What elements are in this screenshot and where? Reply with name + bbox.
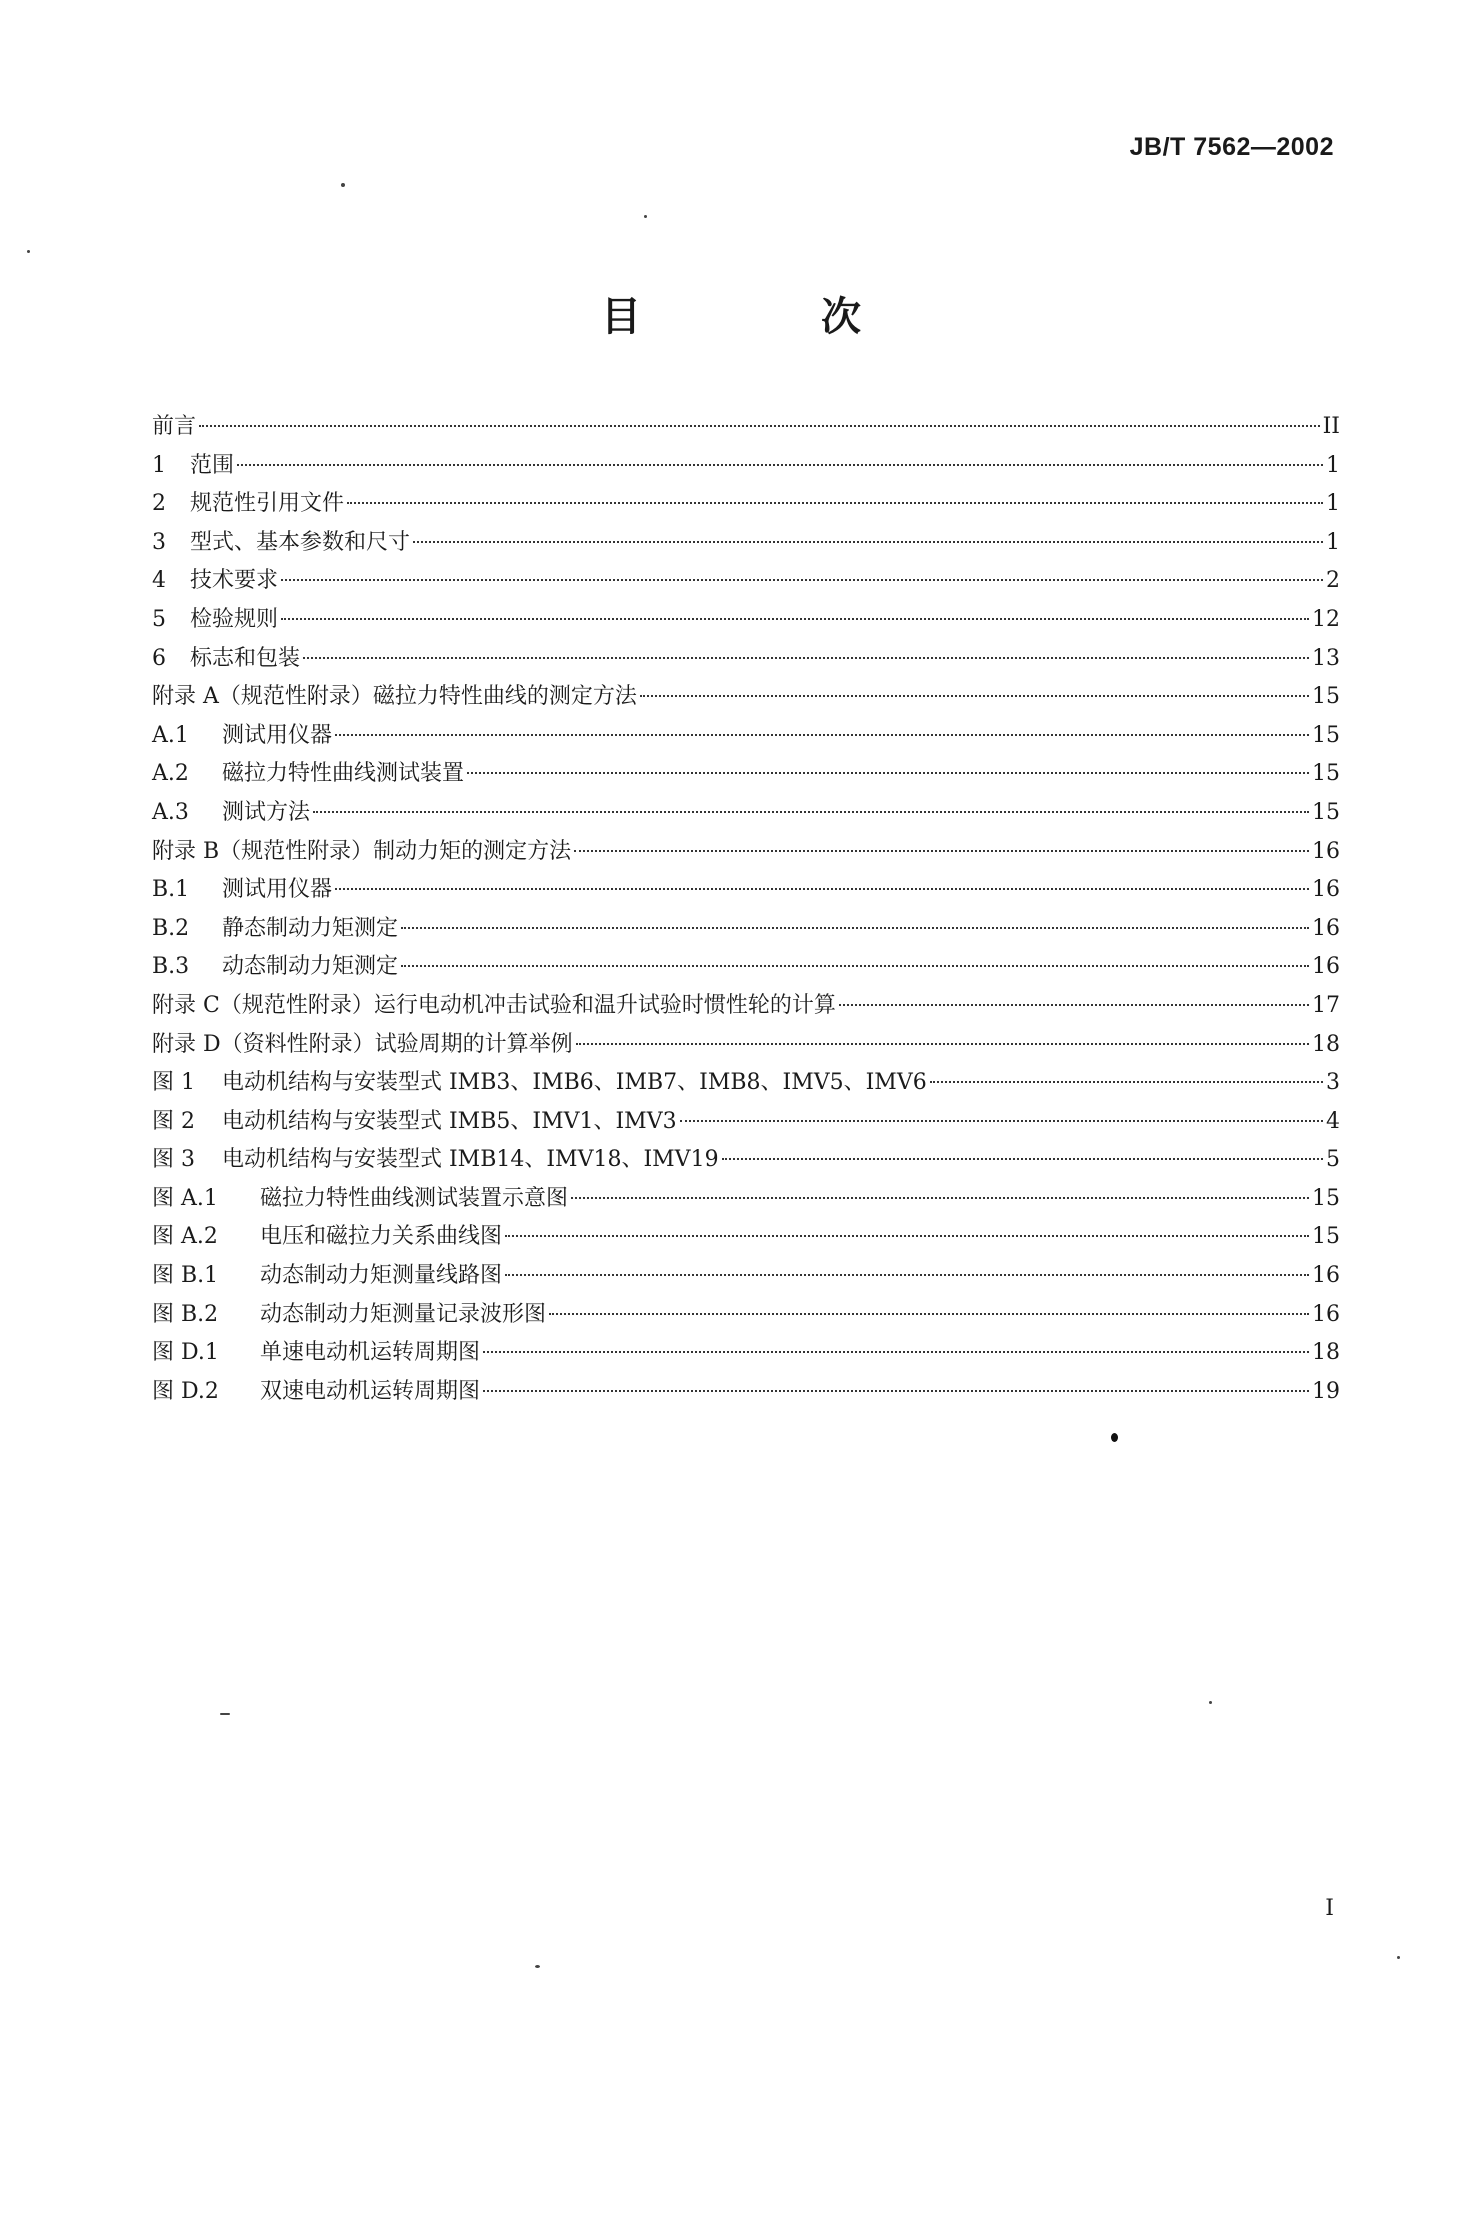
toc-entry-number: 2: [152, 491, 166, 517]
toc-entry[interactable]: [152, 717, 1340, 756]
toc-entry-label: 电压和磁拉力关系曲线图: [260, 1224, 503, 1250]
toc-entry-label: 附录 D（资料性附录）试验周期的计算举例: [152, 1031, 573, 1057]
toc-entry[interactable]: [152, 678, 1340, 717]
dot-leader: [680, 1120, 1323, 1122]
toc-entry-label: 附录 C（规范性附录）运行电动机冲击试验和温升试验时惯性轮的计算: [152, 992, 836, 1018]
toc-entry[interactable]: [152, 1026, 1340, 1065]
scan-speck: [644, 215, 647, 218]
toc-entry-number: 图 D.2: [152, 1378, 219, 1404]
dot-leader: [237, 464, 1323, 466]
toc-entry[interactable]: [152, 408, 1340, 447]
dot-leader: [640, 695, 1309, 697]
dot-leader: [483, 1390, 1309, 1392]
toc-entry[interactable]: [152, 1064, 1340, 1103]
toc-entry-number: 1: [152, 452, 166, 478]
document-code: JB/T 7562—2002: [1129, 133, 1334, 161]
toc-entry[interactable]: [152, 524, 1340, 563]
toc-entry[interactable]: [152, 987, 1340, 1026]
toc-entry-page: 15: [1312, 799, 1340, 825]
page-title: 目 次: [601, 294, 931, 340]
dot-leader: [303, 657, 1309, 659]
toc-entry-label: 动态制动力矩测量记录波形图: [260, 1301, 547, 1327]
dot-leader: [483, 1351, 1309, 1353]
toc-entry-number: A.1: [152, 722, 189, 748]
toc-entry[interactable]: [152, 447, 1340, 486]
toc-entry-number: B.1: [152, 877, 190, 903]
toc-entry-page: 19: [1312, 1378, 1340, 1404]
toc-entry-page: 16: [1312, 838, 1340, 864]
toc-entry-label: 标志和包装: [190, 645, 301, 671]
toc-entry-number: A.2: [152, 761, 189, 787]
toc-entry-number: A.3: [152, 799, 189, 825]
toc-entry-number: 图 A.1: [152, 1185, 218, 1211]
toc-entry-page: 16: [1312, 1301, 1340, 1327]
toc-entry-label: 单速电动机运转周期图: [260, 1340, 481, 1366]
toc-entry-label: 前言: [152, 414, 197, 439]
toc-entry-page: 1: [1326, 491, 1340, 517]
toc-entry[interactable]: [152, 1180, 1340, 1219]
toc-entry-number: 图 D.1: [152, 1340, 219, 1366]
toc-entry-page: 1: [1326, 529, 1340, 555]
toc-entry-page: 2: [1326, 568, 1340, 594]
toc-entry-label: 测试用仪器: [222, 722, 333, 748]
toc-entry-number: 3: [152, 529, 166, 555]
toc-entry-page: 15: [1312, 761, 1340, 787]
toc-entry-page: 15: [1312, 722, 1340, 748]
toc-entry-page: 13: [1312, 645, 1340, 671]
dot-leader: [199, 425, 1320, 427]
dot-leader: [401, 927, 1309, 929]
toc-entry-number: 6: [152, 645, 166, 671]
toc-entry[interactable]: [152, 1257, 1340, 1296]
dot-leader: [571, 1197, 1309, 1199]
toc-entry-page: 18: [1312, 1340, 1340, 1366]
dot-leader: [505, 1274, 1309, 1276]
toc-entry-label: 动态制动力矩测量线路图: [260, 1263, 503, 1289]
toc-entry-page: 16: [1312, 1263, 1340, 1289]
toc-entry-label: 动态制动力矩测定: [222, 954, 399, 980]
dot-leader: [413, 541, 1323, 543]
toc-entry[interactable]: [152, 1296, 1340, 1335]
toc-entry-page: 15: [1312, 1224, 1340, 1250]
toc-entry[interactable]: [152, 1373, 1340, 1412]
dot-leader: [722, 1158, 1323, 1160]
toc-entry-label: 电动机结构与安装型式 IMB3、IMB6、IMB7、IMB8、IMV5、IMV6: [222, 1070, 927, 1096]
dot-leader: [839, 1004, 1309, 1006]
toc-entry-page: II: [1322, 414, 1340, 439]
scan-speck: [1111, 1433, 1118, 1442]
toc-entry[interactable]: [152, 794, 1340, 833]
dot-leader: [347, 502, 1323, 504]
toc-entry-label: 磁拉力特性曲线测试装置: [222, 761, 465, 787]
scan-speck: [27, 250, 30, 253]
toc-entry-number: 图 A.2: [152, 1224, 218, 1250]
dot-leader: [505, 1235, 1309, 1237]
toc-entry-page: 3: [1326, 1070, 1340, 1096]
toc-entry-page: 15: [1312, 684, 1340, 710]
toc-entry-label: 电动机结构与安装型式 IMB14、IMV18、IMV19: [222, 1147, 719, 1173]
toc-entry-page: 4: [1326, 1108, 1340, 1134]
dot-leader: [281, 618, 1309, 620]
toc-entry-page: 12: [1312, 606, 1340, 632]
dot-leader: [574, 850, 1309, 852]
dot-leader: [401, 965, 1309, 967]
toc-entry[interactable]: [152, 562, 1340, 601]
toc-entry[interactable]: [152, 948, 1340, 987]
toc-entry-label: 测试用仪器: [222, 877, 333, 903]
dot-leader: [549, 1313, 1309, 1315]
toc-entry-label: 测试方法: [222, 799, 311, 825]
toc-entry-page: 15: [1312, 1185, 1340, 1211]
scan-speck: [1209, 1701, 1212, 1704]
toc-entry-number: 图 B.2: [152, 1301, 219, 1327]
toc-entry-page: 17: [1312, 992, 1340, 1018]
scan-speck: [220, 1713, 230, 1715]
toc-entry[interactable]: [152, 871, 1340, 910]
toc-entry-number: 图 B.1: [152, 1263, 219, 1289]
toc-entry[interactable]: [152, 1103, 1340, 1142]
dot-leader: [467, 772, 1309, 774]
dot-leader: [335, 888, 1309, 890]
scan-speck: [341, 183, 345, 187]
toc-entry-page: 1: [1326, 452, 1340, 478]
toc-entry-label: 静态制动力矩测定: [222, 915, 399, 941]
toc-entry-number: 5: [152, 606, 166, 632]
toc-entry-number: 4: [152, 568, 166, 594]
toc-entry[interactable]: [152, 755, 1340, 794]
page-number: I: [1325, 1896, 1334, 1921]
toc-entry-label: 技术要求: [190, 568, 279, 594]
dot-leader: [930, 1081, 1323, 1083]
dot-leader: [335, 734, 1309, 736]
toc-entry-number: B.3: [152, 954, 190, 980]
toc-entry-label: 双速电动机运转周期图: [260, 1378, 481, 1404]
toc-entry[interactable]: [152, 1218, 1340, 1257]
toc-entry-label: 范围: [190, 452, 235, 478]
toc-entry-label: 规范性引用文件: [190, 491, 345, 517]
dot-leader: [313, 811, 1309, 813]
toc-entry-page: 16: [1312, 954, 1340, 980]
toc-entry-label: 检验规则: [190, 606, 279, 632]
toc-entry-number: 图 1: [152, 1070, 195, 1096]
toc-entry-number: 图 3: [152, 1147, 195, 1173]
toc-entry-page: 16: [1312, 877, 1340, 903]
toc-entry[interactable]: [152, 833, 1340, 872]
dot-leader: [576, 1043, 1309, 1045]
table-of-contents: [152, 408, 1340, 1411]
toc-entry-label: 磁拉力特性曲线测试装置示意图: [260, 1185, 569, 1211]
scan-speck: [1397, 1956, 1400, 1959]
scan-speck: [535, 1965, 540, 1968]
toc-entry-page: 5: [1326, 1147, 1340, 1173]
toc-entry[interactable]: [152, 1334, 1340, 1373]
toc-entry[interactable]: [152, 1141, 1340, 1180]
toc-entry[interactable]: [152, 601, 1340, 640]
toc-entry-label: 电动机结构与安装型式 IMB5、IMV1、IMV3: [222, 1108, 677, 1134]
toc-entry-label: 附录 A（规范性附录）磁拉力特性曲线的测定方法: [152, 684, 637, 710]
toc-entry[interactable]: [152, 640, 1340, 679]
toc-entry-page: 18: [1312, 1031, 1340, 1057]
toc-entry-label: 型式、基本参数和尺寸: [190, 529, 411, 555]
toc-entry-number: B.2: [152, 915, 190, 941]
toc-entry-label: 附录 B（规范性附录）制动力矩的测定方法: [152, 838, 572, 864]
dot-leader: [281, 579, 1323, 581]
toc-entry[interactable]: [152, 485, 1340, 524]
toc-entry-number: 图 2: [152, 1108, 195, 1134]
toc-entry[interactable]: [152, 910, 1340, 949]
toc-entry-page: 16: [1312, 915, 1340, 941]
